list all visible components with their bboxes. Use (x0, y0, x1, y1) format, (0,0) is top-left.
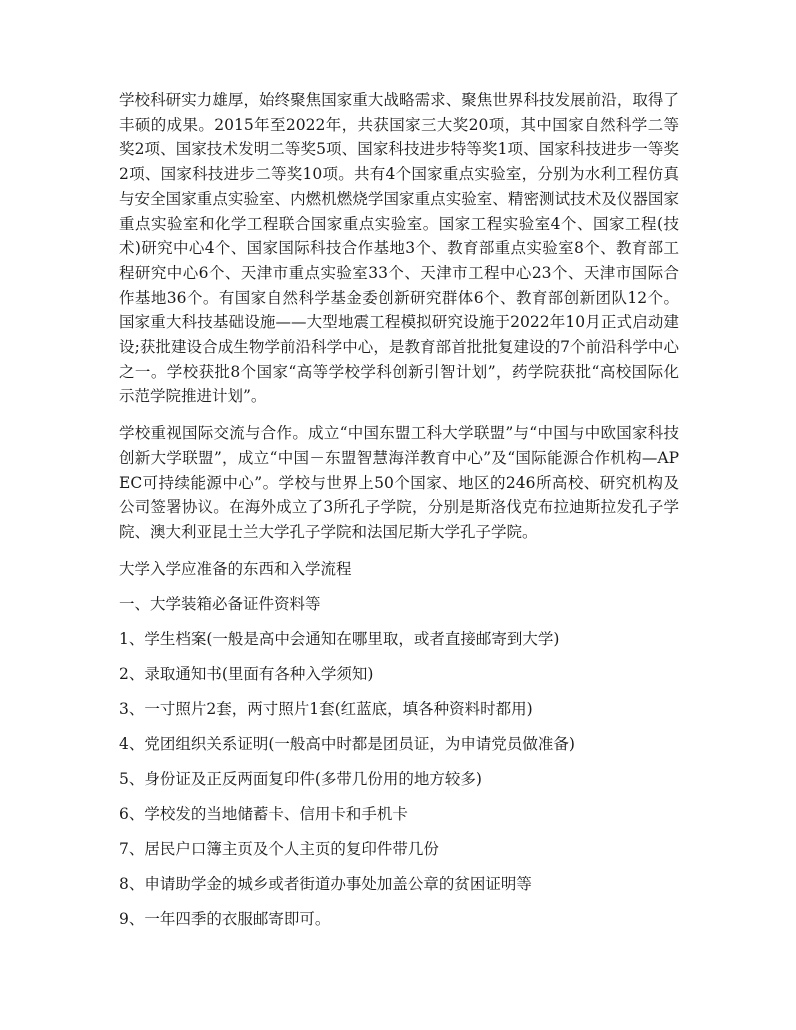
list-item: 9、一年四季的衣服邮寄即可。 (119, 909, 331, 928)
list-item: 8、申请助学金的城乡或者街道办事处加盖公章的贫困证明等 (119, 874, 532, 893)
paragraph-research: 学校科研实力雄厚，始终聚焦国家重大战略需求、聚焦世界科技发展前沿，取得了丰硕的成果。2015年至2022年，共获国家三大奖20项，其中国家自然科学二等奖2项、国家技术发明二等奖5项、国家科技进步特等奖1项、国家科技进步一等奖2项、国家科技进步二等奖10项。共有4个国家重点实验室，分别为水利工程仿真与安全国家重点实验室、内燃机燃烧学国家重点实验室、精密测试技术及仪器国家重点实验室和化学工程联合国家重点实验室。国家工程实验室4个、国家工程(技术)研究中心4个、国家国际科技合作基地3个、教育部重点实验室8个、教育部工程研究中心6个、天津市重点实验室33个、天津市工程中心23个、天津市国际合作基地36个。有国家自然科学基金委创新研究群体6个、教育部创新团队12个。国家重大科技基础设施——大型地震工程模拟研究设施于2022年10月正式启动建设;获批建设合成生物学前沿科学中心，是教育部首批批复建设的7个前沿科学中心之一。学校获批8个国家“高等学校学科创新引智计划”，药学院获批“高校国际化示范学院推进计划”。 (119, 91, 679, 406)
checklist (119, 627, 679, 942)
paragraph-international: 学校重视国际交流与合作。成立“中国东盟工科大学联盟”与“中国与中欧国家科技创新大学联盟”，成立“中国－东盟智慧海洋教育中心”及“国际能源合作机构—APEC可持续能源中心”。学校与世界上50个国家、地区的246所高校、研究机构及公司签署协议。在海外成立了3所孔子学院，分别是斯洛伐克布拉迪斯拉发孔子学院、澳大利亚昆士兰大学孔子学院和法国尼斯大学孔子学院。 (119, 424, 679, 541)
list-item: 3、一寸照片2套，两寸照片1套(红蓝底，填各种资料时都用) (119, 699, 533, 718)
list-item: 5、身份证及正反两面复印件(多带几份用的地方较多) (119, 769, 482, 788)
section-title: 大学入学应准备的东西和入学流程 (119, 559, 352, 578)
list-item: 6、学校发的当地储蓄卡、信用卡和手机卡 (119, 804, 408, 823)
list-item: 7、居民户口簿主页及个人主页的复印件带几份 (119, 839, 439, 858)
document-page (119, 88, 679, 942)
list-item: 1、学生档案(一般是高中会通知在哪里取，或者直接邮寄到大学) (119, 629, 560, 648)
list-item: 2、录取通知书(里面有各种入学须知) (119, 664, 374, 683)
list-item: 4、党团组织关系证明(一般高中时都是团员证，为申请党员做准备) (119, 734, 575, 753)
subsection-heading: 一、大学装箱必备证件资料等 (119, 594, 321, 613)
